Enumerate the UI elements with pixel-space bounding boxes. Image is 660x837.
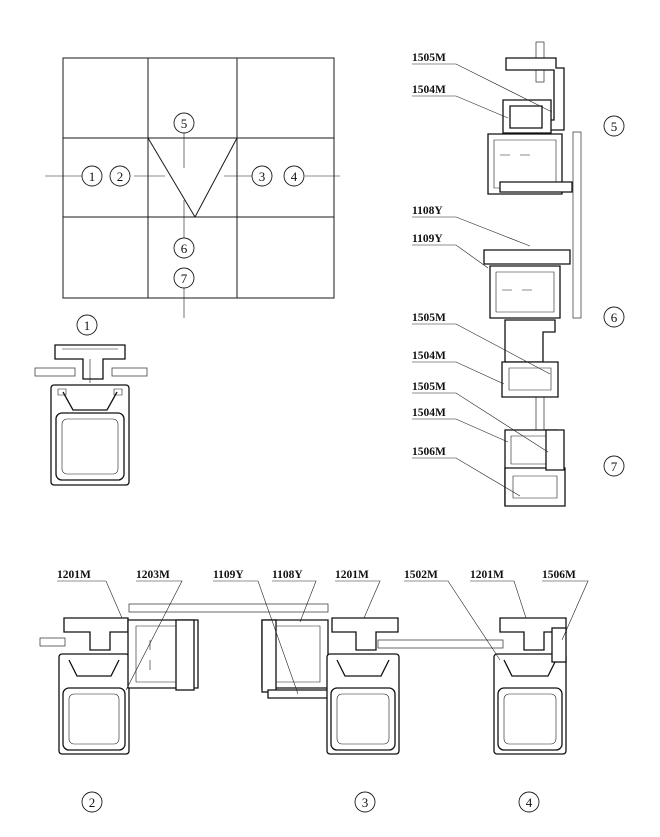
label-1201m-c: 1201M <box>470 569 504 581</box>
svg-text:3: 3 <box>258 169 266 184</box>
elevation-markers <box>82 113 304 288</box>
svg-text:6: 6 <box>610 310 618 325</box>
section-1-detail <box>35 315 147 485</box>
svg-text:4: 4 <box>290 169 298 184</box>
label-1201m-b: 1201M <box>335 569 369 581</box>
label-1505m-b: 1505M <box>412 312 446 324</box>
svg-text:1: 1 <box>88 169 96 184</box>
marker-2 <box>110 166 130 186</box>
marker-5 <box>174 113 194 133</box>
bottom-section-markers <box>82 792 539 812</box>
label-1109y-b: 1109Y <box>213 569 244 581</box>
svg-text:5: 5 <box>610 119 618 134</box>
label-1505m-a: 1505M <box>412 52 446 64</box>
label-1504m-c: 1504M <box>412 407 446 419</box>
svg-text:3: 3 <box>361 795 369 810</box>
marker-4 <box>284 166 304 186</box>
svg-text:2: 2 <box>116 169 124 184</box>
svg-text:2: 2 <box>88 795 96 810</box>
svg-text:7: 7 <box>180 271 188 286</box>
label-1502m: 1502M <box>404 569 438 581</box>
marker-r6 <box>604 307 624 327</box>
label-1505m-c: 1505M <box>412 381 446 393</box>
marker-1 <box>82 166 102 186</box>
marker-r5 <box>604 116 624 136</box>
svg-text:6: 6 <box>180 241 188 256</box>
right-vertical-sections <box>484 42 581 506</box>
section-1-label: 1 <box>83 318 91 333</box>
marker-b2 <box>82 792 102 812</box>
bottom-sections <box>40 604 566 754</box>
right-section-markers <box>604 116 624 476</box>
marker-b3 <box>355 792 375 812</box>
svg-text:7: 7 <box>610 459 618 474</box>
marker-6 <box>174 238 194 258</box>
label-1506m-a: 1506M <box>412 446 446 458</box>
label-1201m-a: 1201M <box>57 569 91 581</box>
label-1108y-b: 1108Y <box>272 569 303 581</box>
label-1203m: 1203M <box>136 569 170 581</box>
marker-b4 <box>519 792 539 812</box>
marker-3 <box>252 166 272 186</box>
svg-text:5: 5 <box>180 116 188 131</box>
label-1108y-a: 1108Y <box>412 205 443 217</box>
marker-r7 <box>604 456 624 476</box>
label-1109y-a: 1109Y <box>412 233 443 245</box>
marker-7 <box>174 268 194 288</box>
svg-text:4: 4 <box>525 795 533 810</box>
label-1504m-a: 1504M <box>412 84 446 96</box>
label-1504m-b: 1504M <box>412 350 446 362</box>
label-1506m-b: 1506M <box>542 569 576 581</box>
